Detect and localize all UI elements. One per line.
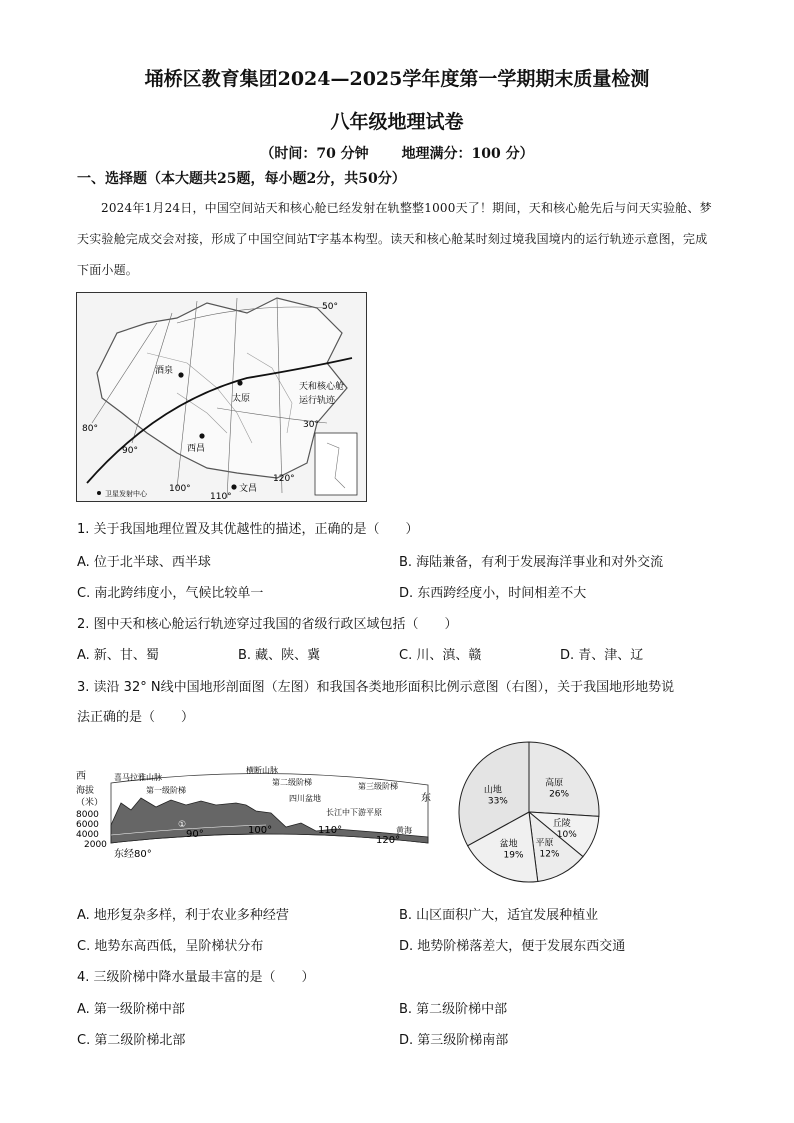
profile-label-step3: 第三级阶梯 [358, 782, 398, 791]
q2-option-c[interactable]: C. 川、滇、赣 [399, 648, 482, 663]
profile-label-circle1: ① [178, 820, 187, 830]
q1-option-a[interactable]: A. 位于北半球、西半球 [77, 555, 211, 570]
map-label-110: 110° [210, 492, 232, 501]
map-legend-launch-center: 卫星发射中心 [105, 490, 147, 498]
exam-time: （时间：70 分钟 [260, 146, 369, 162]
profile-label-step1: 第一级阶梯 [146, 786, 186, 795]
question-4-stem: 4. 三级阶梯中降水量最丰富的是（ ） [77, 970, 315, 985]
intro-text: 2024年1月24日，中国空间站天和核心舱已经发射在轨整整1000天了！期间，天和核心舱先后与问天实验舱、梦天实验舱完成交会对接，形成了中国空间站T字基本构型。读天和核心舱某时刻过境我国境内的运行轨迹示意图，完成下面小题。 [77, 201, 712, 277]
pie-label-盆地: 盆地 [499, 839, 518, 850]
profile-ytick-6000: 6000 [76, 820, 99, 830]
q2-option-d[interactable]: D. 青、津、辽 [560, 648, 644, 663]
question-1-stem: 1. 关于我国地理位置及其优越性的描述，正确的是（ ） [77, 522, 419, 537]
profile-label-changjiang: 长江中下游平原 [326, 808, 382, 817]
profile-label-sichuan: 四川盆地 [289, 794, 321, 803]
profile-ylabel2: （米） [76, 798, 104, 808]
terrain-profile-figure [76, 765, 436, 875]
landform-pie-svg [444, 738, 614, 886]
q1-option-c[interactable]: C. 南北跨纬度小，气候比较单一 [77, 586, 264, 601]
profile-label-huanghai: 黄海 [396, 826, 412, 835]
q4-option-a[interactable]: A. 第一级阶梯中部 [77, 1002, 185, 1017]
profile-xtick-110: 110° [318, 825, 343, 836]
map-label-orbit2: 运行轨迹 [299, 396, 336, 406]
q4-option-d[interactable]: D. 第三级阶梯南部 [399, 1033, 509, 1048]
profile-ylabel1: 海拔 [76, 786, 95, 796]
q3-option-c[interactable]: C. 地势东高西低，呈阶梯状分布 [77, 939, 264, 954]
profile-label-hengduan: 横断山脉 [246, 766, 278, 775]
q3-option-a[interactable]: A. 地形复杂多样，利于农业多种经营 [77, 908, 289, 923]
q2-option-b[interactable]: B. 藏、陕、冀 [238, 648, 321, 663]
exam-info [0, 143, 794, 163]
map-label-orbit1: 天和核心舱 [299, 382, 345, 392]
exam-subtitle: 八年级地理试卷 [330, 111, 464, 133]
pie-value-平原: 12% [539, 849, 560, 860]
q4-option-c[interactable]: C. 第二级阶梯北部 [77, 1033, 186, 1048]
q2-option-a[interactable]: A. 新、甘、蜀 [77, 648, 159, 663]
landform-pie-figure [444, 738, 614, 886]
question-3-stem: 3. 读沿 32° N线中国地形剖面图（左图）和我国各类地形面积比例示意图（右图），关于我国地形地势说 [77, 680, 675, 695]
map-label-80: 80° [82, 424, 98, 434]
q3-option-d[interactable]: D. 地势阶梯落差大，便于发展东西交通 [399, 939, 626, 954]
exam-title: 埇桥区教育集团2024—2025学年度第一学期期末质量检测 [144, 68, 650, 90]
profile-ytick-8000: 8000 [76, 810, 99, 820]
pie-label-高原: 高原 [545, 778, 564, 789]
map-label-90: 90° [122, 446, 138, 456]
pie-label-丘陵: 丘陵 [552, 819, 571, 830]
exam-score: 地理满分：100 分） [401, 146, 534, 162]
profile-ytick-2000: 2000 [84, 840, 107, 850]
q1-option-d[interactable]: D. 东西跨经度小，时间相差不大 [399, 586, 587, 601]
map-label-xichang: 西昌 [187, 444, 206, 454]
profile-xtick-120: 120° [376, 835, 401, 846]
profile-xtick-100: 100° [248, 825, 273, 836]
pie-slice-高原 [529, 742, 599, 816]
map-label-taiyuan: 太原 [232, 394, 251, 404]
terrain-profile-svg [76, 765, 436, 875]
profile-west: 西 [76, 771, 86, 782]
map-label-wenchang: 文昌 [239, 484, 258, 494]
section-heading: 一、选择题（本大题共25题，每小题2分，共50分） [77, 171, 406, 187]
profile-ytick-4000: 4000 [76, 830, 99, 840]
profile-east: 东 [421, 793, 431, 804]
profile-xtick-90: 90° [186, 829, 204, 840]
profile-xtick-80: 东经80° [114, 849, 152, 860]
pie-value-山地: 33% [487, 796, 508, 807]
map-label-120: 120° [273, 474, 295, 484]
pie-label-平原: 平原 [535, 838, 554, 849]
question-3-stem-cont: 法正确的是（ ） [77, 710, 195, 725]
pie-value-高原: 26% [549, 789, 570, 800]
profile-label-step2: 第二级阶梯 [272, 778, 312, 787]
orbit-map-figure [76, 292, 367, 502]
map-label-50: 50° [322, 302, 338, 312]
map-label-jiuquan: 酒泉 [155, 366, 174, 376]
profile-label-himalaya: 喜马拉雅山脉 [114, 773, 162, 782]
map-label-100: 100° [169, 484, 191, 494]
orbit-map-svg [77, 293, 366, 501]
pie-value-丘陵: 10% [556, 830, 577, 841]
pie-value-盆地: 19% [503, 850, 524, 861]
pie-label-山地: 山地 [483, 785, 502, 796]
map-label-30: 30° [303, 420, 319, 430]
q1-option-b[interactable]: B. 海陆兼备，有利于发展海洋事业和对外交流 [399, 555, 664, 570]
q4-option-b[interactable]: B. 第二级阶梯中部 [399, 1002, 508, 1017]
question-2-stem: 2. 图中天和核心舱运行轨迹穿过我国的省级行政区域包括（ ） [77, 617, 458, 632]
q3-option-b[interactable]: B. 山区面积广大，适宜发展种植业 [399, 908, 599, 923]
